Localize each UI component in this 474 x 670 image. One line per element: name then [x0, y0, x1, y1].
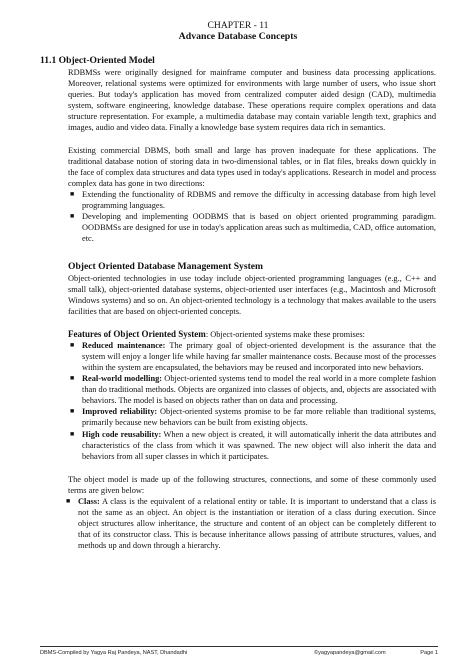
paragraph-oo-technologies: Object-oriented technologies in use today include object-oriented programming languages (e.g., C++ and small talk), object-oriented database systems, object-oriented user interfaces (e.g., Macintosh and Microsoft Windows systems) and so on. An object-oriented technology is a technology that makes available to the users facilities that are based on object-oriented concepts. [68, 273, 436, 317]
list-item: ■ Real-world modelling: Object-oriented systems tend to model the real world in a more complete fashion than do traditional methods. Objects are organized into classes of objects, and, objects are associated with behaviors. The model is based on objects rather than on data and processing. [70, 374, 436, 406]
bullet-icon: ■ [70, 374, 75, 383]
list-item: ■ Improved reliability: Object-oriented systems promise to be far more reliable than traditional systems, primarily because new behaviors can be built from existing objects. [70, 407, 436, 428]
list-item: ■ Developing and implementing OODBMS that is based on object oriented programming paradigm. OODBMSs are designed for use in today's application areas such as multimedia, CAD, office automation, etc. [70, 212, 436, 244]
bullet-icon: ■ [70, 341, 75, 350]
object-model-terms-list [40, 496, 436, 551]
bullet-icon: ■ [66, 496, 71, 505]
bullet-icon: ■ [70, 190, 75, 199]
list-item: ■ High code reusability: When a new object is created, it will automatically inherit the data attributes and characteristics of the class from which it was spawned. The new object will also inherit the data and behaviors from all super classes in which it participates. [70, 429, 436, 461]
bullet-icon: ■ [70, 429, 75, 438]
footer-author: DBMS-Compiled by Yagya Raj Pandeya, NAST, Dhandadhi [40, 650, 188, 656]
paragraph-object-model: The object model is made up of the following structures, connections, and some of these commonly used terms are given below: [68, 474, 436, 495]
list-item: ■ Class: A class is the equivalent of a relational entity or table. It is important to understand that a class is not the same as an object. An object is the instantiation or iteration of a class during execution. Since object structures allow inheritance, the structure and content of an object can be completely different to that of its constructor class. This is because inheritance allows passing of attribute structures, values, and methods up and down through a hierarchy. [66, 496, 436, 550]
bullet-icon: ■ [70, 212, 75, 221]
research-directions-list [40, 189, 436, 244]
page-content [40, 20, 436, 551]
paragraph-existing-dbms: Existing commercial DBMS, both small and large has proven inadequate for these applications. The traditional database notion of storing data in two-dimensional tables, or in flat files, breaks down quickly in the face of complex data structures and data types used in today's applications. Research in model and process complex data has gone in two directions: [68, 145, 436, 189]
footer-email: ©yagyapandeya@gmail.com [314, 650, 386, 656]
features-list [40, 340, 436, 462]
list-item: ■ Extending the functionality of RDBMS and remove the difficulty in accessing database from high level programming languages. [70, 190, 436, 211]
features-intro: Features of Object Oriented System: Object-oriented systems make these promises: [68, 329, 365, 340]
section-heading-object-oriented-model: 11.1 Object-Oriented Model [40, 55, 155, 66]
list-item: ■ Reduced maintenance: The primary goal of object-oriented development is the assurance that the system will enjoy a longer life while having far smaller maintenance costs. Because most of the processes within the system are encapsulated, the behaviors may be reused and incorporated into new behaviors. [70, 341, 436, 373]
paragraph-rdbms-origins: RDBMSs were originally designed for mainframe computer and business data processing applications. Moreover, relational systems were optimized for environments with large number of users, who issue short queries. But today's application has moved from centralized computer aided design (CAD), multimedia system, software engineering, knowledge database. These operations require complex operations and data structure representation. For example, a multimedia database may contain variable length text, graphics and images, audio and video data. Finally a knowledge base system requires data rich in semantics. [68, 67, 436, 132]
page-footer [40, 646, 438, 656]
footer-page-number: Page 1 [420, 650, 438, 656]
bullet-icon: ■ [70, 407, 75, 416]
chapter-title: Advance Database Concepts [178, 31, 298, 42]
chapter-number: CHAPTER - 11 [207, 20, 269, 31]
section-heading-oodbms: Object Oriented Database Management System [68, 261, 264, 273]
